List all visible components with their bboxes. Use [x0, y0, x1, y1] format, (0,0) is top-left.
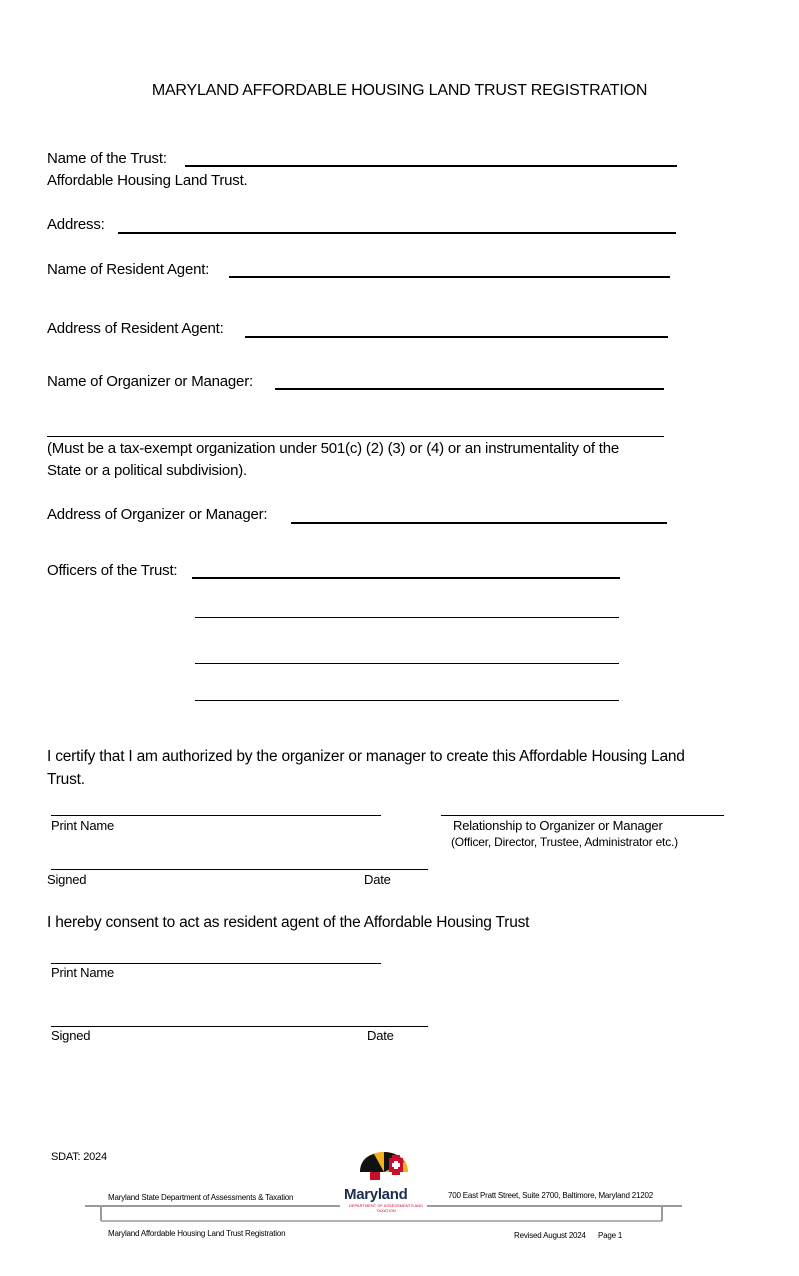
resident-agent-address-field[interactable] — [245, 336, 668, 338]
certification-statement-line2: Trust. — [47, 771, 85, 788]
trust-name-field[interactable] — [185, 165, 677, 167]
officer-field-3[interactable] — [195, 663, 619, 664]
organizer-name-label: Name of Organizer or Manager: — [47, 373, 253, 390]
certify-signed-label: Signed — [47, 872, 87, 887]
organizer-note-line2: State or a political subdivision). — [47, 462, 247, 479]
relationship-label: Relationship to Organizer or Manager — [453, 818, 663, 833]
sdat-code: SDAT: 2024 — [51, 1151, 107, 1163]
relationship-field[interactable] — [441, 815, 724, 816]
maryland-flag-icon — [356, 1150, 412, 1190]
consent-statement: I hereby consent to act as resident agent of the Affordable Housing Trust — [47, 914, 530, 931]
consent-print-name-label: Print Name — [51, 965, 115, 980]
logo-word: Maryland — [344, 1186, 408, 1203]
certify-date-label: Date — [364, 872, 391, 887]
footer-divider — [85, 1204, 682, 1222]
certification-statement-line1: I certify that I am authorized by the organizer or manager to create this Affordable Housing Land — [47, 748, 685, 765]
consent-signature-field[interactable] — [51, 1026, 428, 1027]
officers-label: Officers of the Trust: — [47, 562, 178, 579]
officer-field-4[interactable] — [195, 700, 619, 701]
consent-print-name-field[interactable] — [51, 963, 381, 964]
address-field[interactable] — [118, 232, 676, 234]
footer-divider-graphic — [85, 1204, 682, 1222]
address-label: Address: — [47, 216, 105, 233]
certify-signature-field[interactable] — [51, 869, 428, 870]
maryland-flag-logo — [356, 1150, 412, 1190]
certify-print-name-label: Print Name — [51, 818, 115, 833]
trust-name-label: Name of the Trust: — [47, 150, 167, 167]
consent-signed-label: Signed — [51, 1028, 91, 1043]
relationship-hint: (Officer, Director, Trustee, Administrator etc.) — [451, 835, 678, 849]
footer-address: 700 East Pratt Street, Suite 2700, Baltimore, Maryland 21202 — [448, 1191, 654, 1200]
certify-print-name-field[interactable] — [51, 815, 381, 816]
footer-revised: Revised August 2024 — [514, 1231, 586, 1240]
resident-agent-name-label: Name of Resident Agent: — [47, 261, 210, 278]
organizer-name-continuation-line[interactable] — [47, 436, 664, 437]
logo-subtitle: DEPARTMENT OF ASSESSMENTS AND TAXATION — [348, 1203, 423, 1213]
resident-agent-name-field[interactable] — [229, 276, 670, 278]
footer-form-name: Maryland Affordable Housing Land Trust Registration — [108, 1229, 286, 1238]
organizer-address-field[interactable] — [291, 522, 667, 524]
organizer-note-line1: (Must be a tax-exempt organization under 501(c) (2) (3) or (4) or an instrumentality of the — [47, 440, 620, 457]
footer-department: Maryland State Department of Assessments & Taxation — [108, 1193, 294, 1202]
page-title: MARYLAND AFFORDABLE HOUSING LAND TRUST REGISTRATION — [151, 82, 648, 99]
resident-agent-address-label: Address of Resident Agent: — [47, 320, 224, 337]
officer-field-2[interactable] — [195, 617, 619, 618]
footer-page-number: Page 1 — [598, 1231, 623, 1240]
trust-name-suffix: Affordable Housing Land Trust. — [47, 172, 248, 189]
organizer-address-label: Address of Organizer or Manager: — [47, 506, 268, 523]
consent-date-label: Date — [367, 1028, 394, 1043]
officer-field-1[interactable] — [192, 577, 620, 579]
organizer-name-field[interactable] — [275, 388, 664, 390]
